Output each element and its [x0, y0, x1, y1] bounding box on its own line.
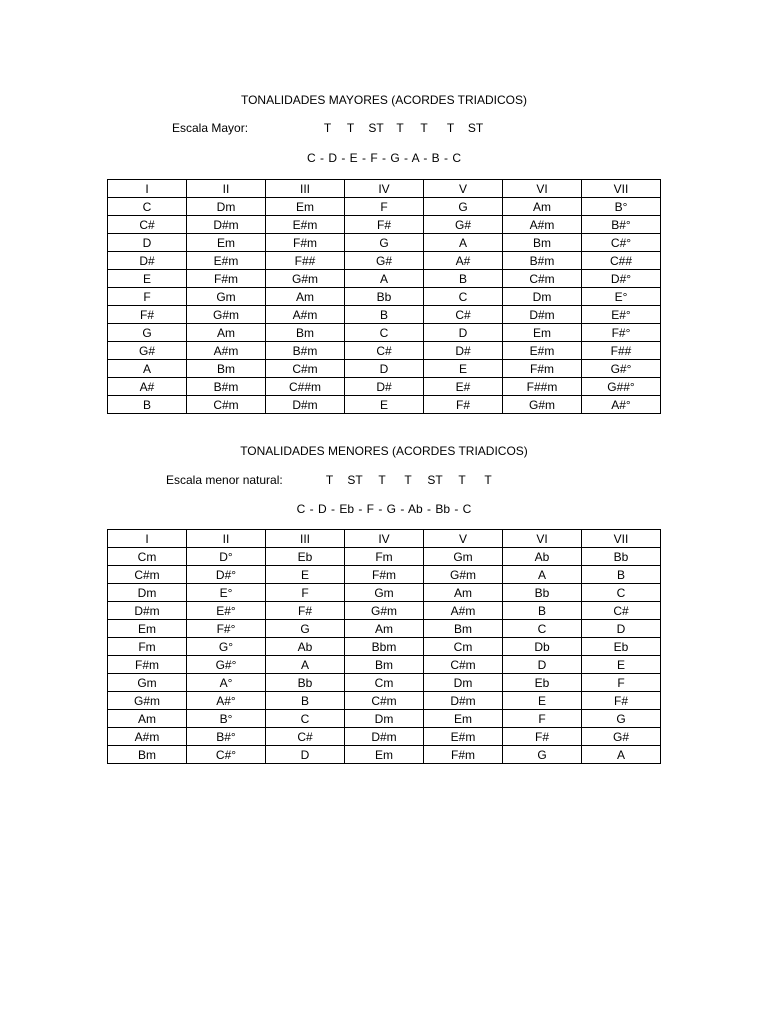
chord-cell: Eb: [266, 548, 345, 566]
chord-cell: Am: [424, 584, 503, 602]
chord-cell: Bm: [345, 656, 424, 674]
chord-cell: G#m: [503, 396, 582, 414]
major-chord-table: [107, 179, 661, 414]
chord-cell: Dm: [503, 288, 582, 306]
degree-header: IV: [345, 180, 424, 198]
chord-cell: Em: [345, 746, 424, 764]
chord-cell: A#m: [424, 602, 503, 620]
chord-cell: C#°: [582, 234, 661, 252]
chord-cell: C: [266, 710, 345, 728]
chord-cell: G#°: [187, 656, 266, 674]
chord-cell: G#: [424, 216, 503, 234]
table-row: [108, 602, 661, 620]
degree-header: III: [266, 530, 345, 548]
chord-cell: Gm: [187, 288, 266, 306]
degree-header: V: [424, 530, 503, 548]
chord-cell: Gm: [424, 548, 503, 566]
chord-cell: F#°: [582, 324, 661, 342]
chord-cell: D: [503, 656, 582, 674]
chord-cell: A°: [187, 674, 266, 692]
chord-cell: Dm: [424, 674, 503, 692]
chord-cell: Em: [503, 324, 582, 342]
table-row: [108, 396, 661, 414]
chord-cell: Em: [266, 198, 345, 216]
table-row: [108, 584, 661, 602]
table-row: [108, 656, 661, 674]
chord-cell: C#: [345, 342, 424, 360]
chord-cell: D#m: [187, 216, 266, 234]
chord-cell: G#m: [108, 692, 187, 710]
chord-cell: Bb: [266, 674, 345, 692]
chord-cell: B: [266, 692, 345, 710]
chord-cell: Dm: [345, 710, 424, 728]
table-row: [108, 342, 661, 360]
chord-cell: G: [345, 234, 424, 252]
chord-cell: D: [582, 620, 661, 638]
table-row: [108, 728, 661, 746]
chord-cell: A: [503, 566, 582, 584]
chord-cell: D°: [187, 548, 266, 566]
chord-cell: A#m: [108, 728, 187, 746]
chord-cell: B: [582, 566, 661, 584]
table-row: [108, 306, 661, 324]
scale-step: T: [325, 473, 334, 487]
chord-cell: C#m: [424, 656, 503, 674]
chord-cell: A#m: [266, 306, 345, 324]
table-row: [108, 566, 661, 584]
table-header-row: [108, 530, 661, 548]
chord-cell: E#m: [503, 342, 582, 360]
chord-cell: F#: [345, 216, 424, 234]
scale-step: T: [404, 473, 412, 487]
table-row: [108, 198, 661, 216]
scale-step: T: [446, 121, 455, 135]
chord-cell: C#m: [108, 566, 187, 584]
chord-cell: F: [108, 288, 187, 306]
chord-cell: E#m: [266, 216, 345, 234]
chord-cell: G: [582, 710, 661, 728]
chord-cell: E: [345, 396, 424, 414]
chord-cell: B: [503, 602, 582, 620]
chord-cell: A: [582, 746, 661, 764]
minor-notes: C - D - Eb - F - G - Ab - Bb - C: [296, 502, 472, 516]
chord-cell: Bm: [424, 620, 503, 638]
chord-cell: B#m: [187, 378, 266, 396]
chord-cell: C: [582, 584, 661, 602]
table-row: [108, 378, 661, 396]
chord-cell: B#°: [187, 728, 266, 746]
table-row: [108, 620, 661, 638]
chord-cell: Dm: [187, 198, 266, 216]
minor-chord-table: [107, 529, 661, 764]
degree-header: II: [187, 530, 266, 548]
chord-cell: E: [503, 692, 582, 710]
chord-cell: Bm: [503, 234, 582, 252]
chord-cell: Cm: [108, 548, 187, 566]
chord-cell: E: [266, 566, 345, 584]
table-row: [108, 638, 661, 656]
chord-cell: D#: [424, 342, 503, 360]
chord-cell: Eb: [503, 674, 582, 692]
chord-cell: C: [108, 198, 187, 216]
chord-cell: F: [266, 584, 345, 602]
chord-cell: Em: [187, 234, 266, 252]
chord-cell: B: [345, 306, 424, 324]
chord-cell: G#m: [187, 306, 266, 324]
table-header-row: [108, 180, 661, 198]
table-row: [108, 548, 661, 566]
chord-cell: D: [424, 324, 503, 342]
degree-header: IV: [345, 530, 424, 548]
table-row: [108, 252, 661, 270]
scale-step: T: [346, 121, 355, 135]
chord-cell: Am: [108, 710, 187, 728]
chord-cell: D: [266, 746, 345, 764]
table-row: [108, 360, 661, 378]
chord-cell: A: [345, 270, 424, 288]
chord-cell: B°: [187, 710, 266, 728]
chord-cell: C: [424, 288, 503, 306]
chord-cell: F#m: [108, 656, 187, 674]
table-row: [108, 674, 661, 692]
chord-cell: C#: [582, 602, 661, 620]
chord-cell: D#m: [345, 728, 424, 746]
major-title: TONALIDADES MAYORES (ACORDES TRIADICOS): [240, 93, 528, 107]
scale-step: ST: [427, 473, 443, 487]
chord-cell: F#: [266, 602, 345, 620]
chord-cell: E: [424, 360, 503, 378]
chord-cell: C#: [266, 728, 345, 746]
chord-cell: E#m: [187, 252, 266, 270]
chord-cell: G: [266, 620, 345, 638]
table-row: [108, 270, 661, 288]
chord-cell: Cm: [345, 674, 424, 692]
chord-cell: F#m: [187, 270, 266, 288]
chord-cell: G#m: [345, 602, 424, 620]
chord-cell: D: [345, 360, 424, 378]
chord-cell: A: [266, 656, 345, 674]
chord-cell: F#m: [345, 566, 424, 584]
chord-cell: F: [345, 198, 424, 216]
chord-cell: G##°: [582, 378, 661, 396]
chord-cell: Em: [108, 620, 187, 638]
chord-cell: B°: [582, 198, 661, 216]
chord-cell: E°: [187, 584, 266, 602]
chord-cell: C#m: [187, 396, 266, 414]
chord-cell: D#m: [503, 306, 582, 324]
chord-cell: F: [503, 710, 582, 728]
chord-cell: F#m: [503, 360, 582, 378]
scale-step: ST: [467, 121, 484, 135]
chord-cell: Bm: [187, 360, 266, 378]
chord-cell: Cm: [424, 638, 503, 656]
chord-cell: C#m: [266, 360, 345, 378]
chord-cell: F#°: [187, 620, 266, 638]
table-row: [108, 692, 661, 710]
chord-cell: F##m: [503, 378, 582, 396]
chord-cell: F#m: [424, 746, 503, 764]
chord-cell: G: [108, 324, 187, 342]
chord-cell: B: [424, 270, 503, 288]
chord-cell: B#m: [266, 342, 345, 360]
major-scale-label: Escala Mayor:: [172, 121, 249, 135]
chord-cell: A#m: [503, 216, 582, 234]
degree-header: VI: [503, 530, 582, 548]
degree-header: I: [108, 530, 187, 548]
chord-cell: E#°: [187, 602, 266, 620]
chord-cell: Ab: [266, 638, 345, 656]
degree-header: VII: [582, 530, 661, 548]
chord-cell: C#°: [187, 746, 266, 764]
chord-cell: Bm: [108, 746, 187, 764]
table-row: [108, 216, 661, 234]
table-row: [108, 710, 661, 728]
table-row: [108, 288, 661, 306]
chord-cell: G: [424, 198, 503, 216]
minor-steps: [318, 473, 501, 487]
chord-cell: F#: [108, 306, 187, 324]
chord-cell: C##m: [266, 378, 345, 396]
major-notes: C - D - E - F - G - A - B - C: [307, 151, 461, 165]
chord-cell: Eb: [582, 638, 661, 656]
scale-step: T: [378, 473, 386, 487]
chord-cell: G#: [345, 252, 424, 270]
chord-cell: D#m: [266, 396, 345, 414]
chord-cell: Fm: [108, 638, 187, 656]
chord-cell: F#: [503, 728, 582, 746]
chord-cell: G#m: [266, 270, 345, 288]
chord-cell: C##: [582, 252, 661, 270]
chord-cell: F: [582, 674, 661, 692]
chord-cell: D: [108, 234, 187, 252]
chord-cell: C#: [108, 216, 187, 234]
chord-cell: Gm: [345, 584, 424, 602]
chord-cell: Fm: [345, 548, 424, 566]
chord-cell: Am: [503, 198, 582, 216]
chord-cell: C: [503, 620, 582, 638]
chord-cell: Bb: [345, 288, 424, 306]
chord-cell: Bb: [582, 548, 661, 566]
chord-cell: A: [424, 234, 503, 252]
chord-cell: Gm: [108, 674, 187, 692]
degree-header: II: [187, 180, 266, 198]
chord-cell: C#m: [345, 692, 424, 710]
chord-cell: G#°: [582, 360, 661, 378]
chord-cell: F#: [424, 396, 503, 414]
chord-cell: A: [108, 360, 187, 378]
chord-cell: Db: [503, 638, 582, 656]
chord-cell: B#°: [582, 216, 661, 234]
degree-header: VII: [582, 180, 661, 198]
chord-cell: D#m: [424, 692, 503, 710]
chord-cell: E#m: [424, 728, 503, 746]
chord-cell: A#m: [187, 342, 266, 360]
chord-cell: E: [108, 270, 187, 288]
chord-cell: G#: [108, 342, 187, 360]
chord-cell: C: [345, 324, 424, 342]
chord-cell: F#m: [266, 234, 345, 252]
table-row: [108, 234, 661, 252]
chord-cell: Am: [345, 620, 424, 638]
chord-cell: A#: [108, 378, 187, 396]
degree-header: III: [266, 180, 345, 198]
scale-step: T: [458, 473, 466, 487]
chord-cell: F##: [266, 252, 345, 270]
chord-cell: G: [503, 746, 582, 764]
major-steps: [316, 121, 488, 135]
chord-cell: Em: [424, 710, 503, 728]
chord-cell: B: [108, 396, 187, 414]
scale-step: T: [396, 121, 404, 135]
chord-cell: D#m: [108, 602, 187, 620]
table-row: [108, 324, 661, 342]
scale-step: T: [323, 121, 332, 135]
chord-cell: A#°: [187, 692, 266, 710]
chord-cell: E#°: [582, 306, 661, 324]
chord-cell: G#: [582, 728, 661, 746]
chord-cell: D#: [108, 252, 187, 270]
chord-cell: E: [582, 656, 661, 674]
chord-cell: G#m: [424, 566, 503, 584]
chord-cell: A#°: [582, 396, 661, 414]
chord-cell: D#°: [187, 566, 266, 584]
chord-cell: D#°: [582, 270, 661, 288]
degree-header: VI: [503, 180, 582, 198]
chord-cell: Ab: [503, 548, 582, 566]
chord-cell: D#: [345, 378, 424, 396]
scale-step: T: [484, 473, 492, 487]
chord-cell: Bb: [503, 584, 582, 602]
chord-cell: E°: [582, 288, 661, 306]
chord-cell: C#m: [503, 270, 582, 288]
chord-cell: E#: [424, 378, 503, 396]
scale-step: ST: [347, 473, 363, 487]
chord-cell: Am: [266, 288, 345, 306]
degree-header: I: [108, 180, 187, 198]
chord-cell: Dm: [108, 584, 187, 602]
chord-cell: G°: [187, 638, 266, 656]
degree-header: V: [424, 180, 503, 198]
scale-step: T: [420, 121, 428, 135]
scale-step: ST: [368, 121, 384, 135]
chord-cell: Bm: [266, 324, 345, 342]
chord-cell: Bbm: [345, 638, 424, 656]
minor-scale-label: Escala menor natural:: [166, 473, 283, 487]
chord-cell: F##: [582, 342, 661, 360]
chord-cell: B#m: [503, 252, 582, 270]
minor-title: TONALIDADES MENORES (ACORDES TRIADICOS): [240, 444, 528, 458]
table-row: [108, 746, 661, 764]
chord-cell: A#: [424, 252, 503, 270]
chord-cell: F#: [582, 692, 661, 710]
chord-cell: C#: [424, 306, 503, 324]
chord-cell: Am: [187, 324, 266, 342]
